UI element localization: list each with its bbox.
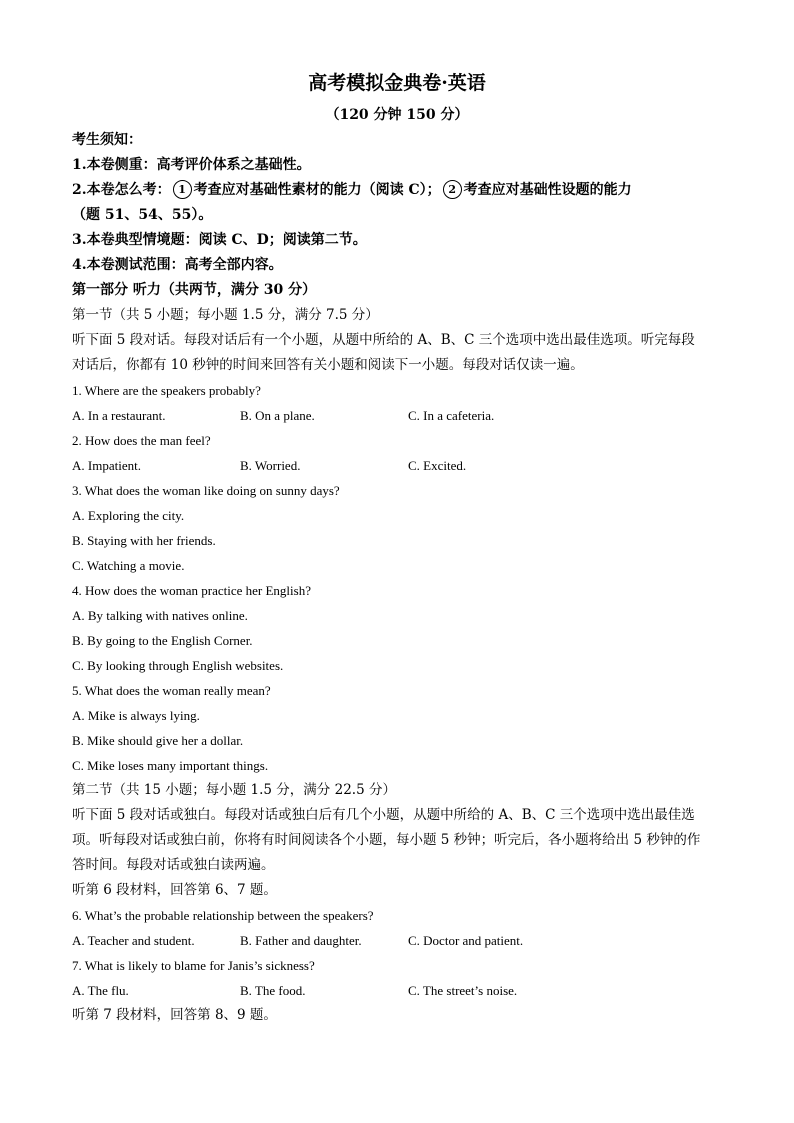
question-3-option-c: C. Watching a movie. — [72, 558, 185, 573]
circled-number-2: 2 — [443, 180, 462, 199]
section2-instruction-3: 答时间。每段对话或独白读两遍。 — [72, 857, 275, 873]
question-4-option-c: C. By looking through English websites. — [72, 658, 284, 673]
question-3: 3. What does the woman like doing on sunny days? — [72, 483, 340, 498]
question-2: 2. How does the man feel? — [72, 433, 211, 448]
notice-item-2 — [72, 178, 732, 203]
material-6-heading: 听第 6 段材料，回答第 6、7 题。 — [72, 882, 277, 898]
notice-heading: 考生须知： — [72, 132, 142, 148]
option-c: C. Doctor and patient. — [408, 933, 524, 948]
question-7-options — [72, 978, 732, 1003]
option-b: B. The food. — [240, 983, 306, 998]
section1-heading: 第一节（共 5 小题；每小题 1.5 分，满分 7.5 分） — [72, 307, 379, 323]
page-subtitle: （120 分钟 150 分） — [325, 107, 469, 123]
notice-item-4: 4.本卷测试范围：高考全部内容。 — [72, 257, 283, 273]
question-5: 5. What does the woman really mean? — [72, 683, 271, 698]
notice-item-1: 1.本卷侧重：高考评价体系之基础性。 — [72, 157, 311, 173]
option-a: A. The flu. — [72, 983, 129, 998]
question-7: 7. What is likely to blame for Janis’s sickness? — [72, 958, 315, 973]
question-3-option-b: B. Staying with her friends. — [72, 533, 216, 548]
question-5-option-b: B. Mike should give her a dollar. — [72, 733, 244, 748]
option-b: B. On a plane. — [240, 408, 315, 423]
page-body — [72, 128, 732, 1028]
option-c: C. The street’s noise. — [408, 983, 518, 998]
question-1: 1. Where are the speakers probably? — [72, 383, 261, 398]
page-title: 高考模拟金典卷·英语 — [308, 72, 486, 94]
option-a: A. In a restaurant. — [72, 408, 166, 423]
notice-item-2-part2: 考查应对基础性设题的能力 — [463, 182, 632, 198]
option-a: A. Impatient. — [72, 458, 141, 473]
notice-item-2-part1: 考查应对基础性素材的能力（阅读 C）； — [193, 182, 441, 198]
material-7-heading: 听第 7 段材料，回答第 8、9 题。 — [72, 1007, 277, 1023]
question-1-options — [72, 403, 732, 428]
circled-number-1: 1 — [173, 180, 192, 199]
question-2-options — [72, 453, 732, 478]
question-5-option-c: C. Mike loses many important things. — [72, 758, 269, 773]
question-6-options — [72, 928, 732, 953]
question-4: 4. How does the woman practice her English? — [72, 583, 311, 598]
notice-item-2-label: 2.本卷怎么考： — [72, 182, 171, 198]
question-4-option-b: B. By going to the English Corner. — [72, 633, 253, 648]
notice-item-2-cont: （题 51、54、55）。 — [72, 207, 213, 223]
notice-item-3: 3.本卷典型情境题：阅读 C、D；阅读第二节。 — [72, 232, 367, 248]
option-b: B. Worried. — [240, 458, 301, 473]
question-4-option-a: A. By talking with natives online. — [72, 608, 248, 623]
section1-instruction-1: 听下面 5 段对话。每段对话后有一个小题，从题中所给的 A、B、C 三个选项中选出最佳选项。听完每段 — [72, 332, 695, 348]
option-b: B. Father and daughter. — [240, 933, 362, 948]
question-5-option-a: A. Mike is always lying. — [72, 708, 200, 723]
section1-instruction-2: 对话后，你都有 10 秒钟的时间来回答有关小题和阅读下一小题。每段对话仅读一遍。 — [72, 357, 584, 373]
option-c: C. In a cafeteria. — [408, 408, 495, 423]
question-6: 6. What’s the probable relationship between the speakers? — [72, 908, 374, 923]
section2-heading: 第二节（共 15 小题；每小题 1.5 分，满分 22.5 分） — [72, 782, 396, 798]
option-c: C. Excited. — [408, 458, 467, 473]
section2-instruction-1: 听下面 5 段对话或独白。每段对话或独白后有几个小题，从题中所给的 A、B、C 三个选项中选出最佳选 — [72, 807, 695, 823]
question-3-option-a: A. Exploring the city. — [72, 508, 185, 523]
option-a: A. Teacher and student. — [72, 933, 195, 948]
part1-heading: 第一部分 听力（共两节，满分 30 分） — [72, 282, 317, 298]
section2-instruction-2: 项。听每段对话或独白前，你将有时间阅读各个小题，每小题 5 秒钟；听完后，各小题将给出 5 秒钟的作 — [72, 832, 701, 848]
